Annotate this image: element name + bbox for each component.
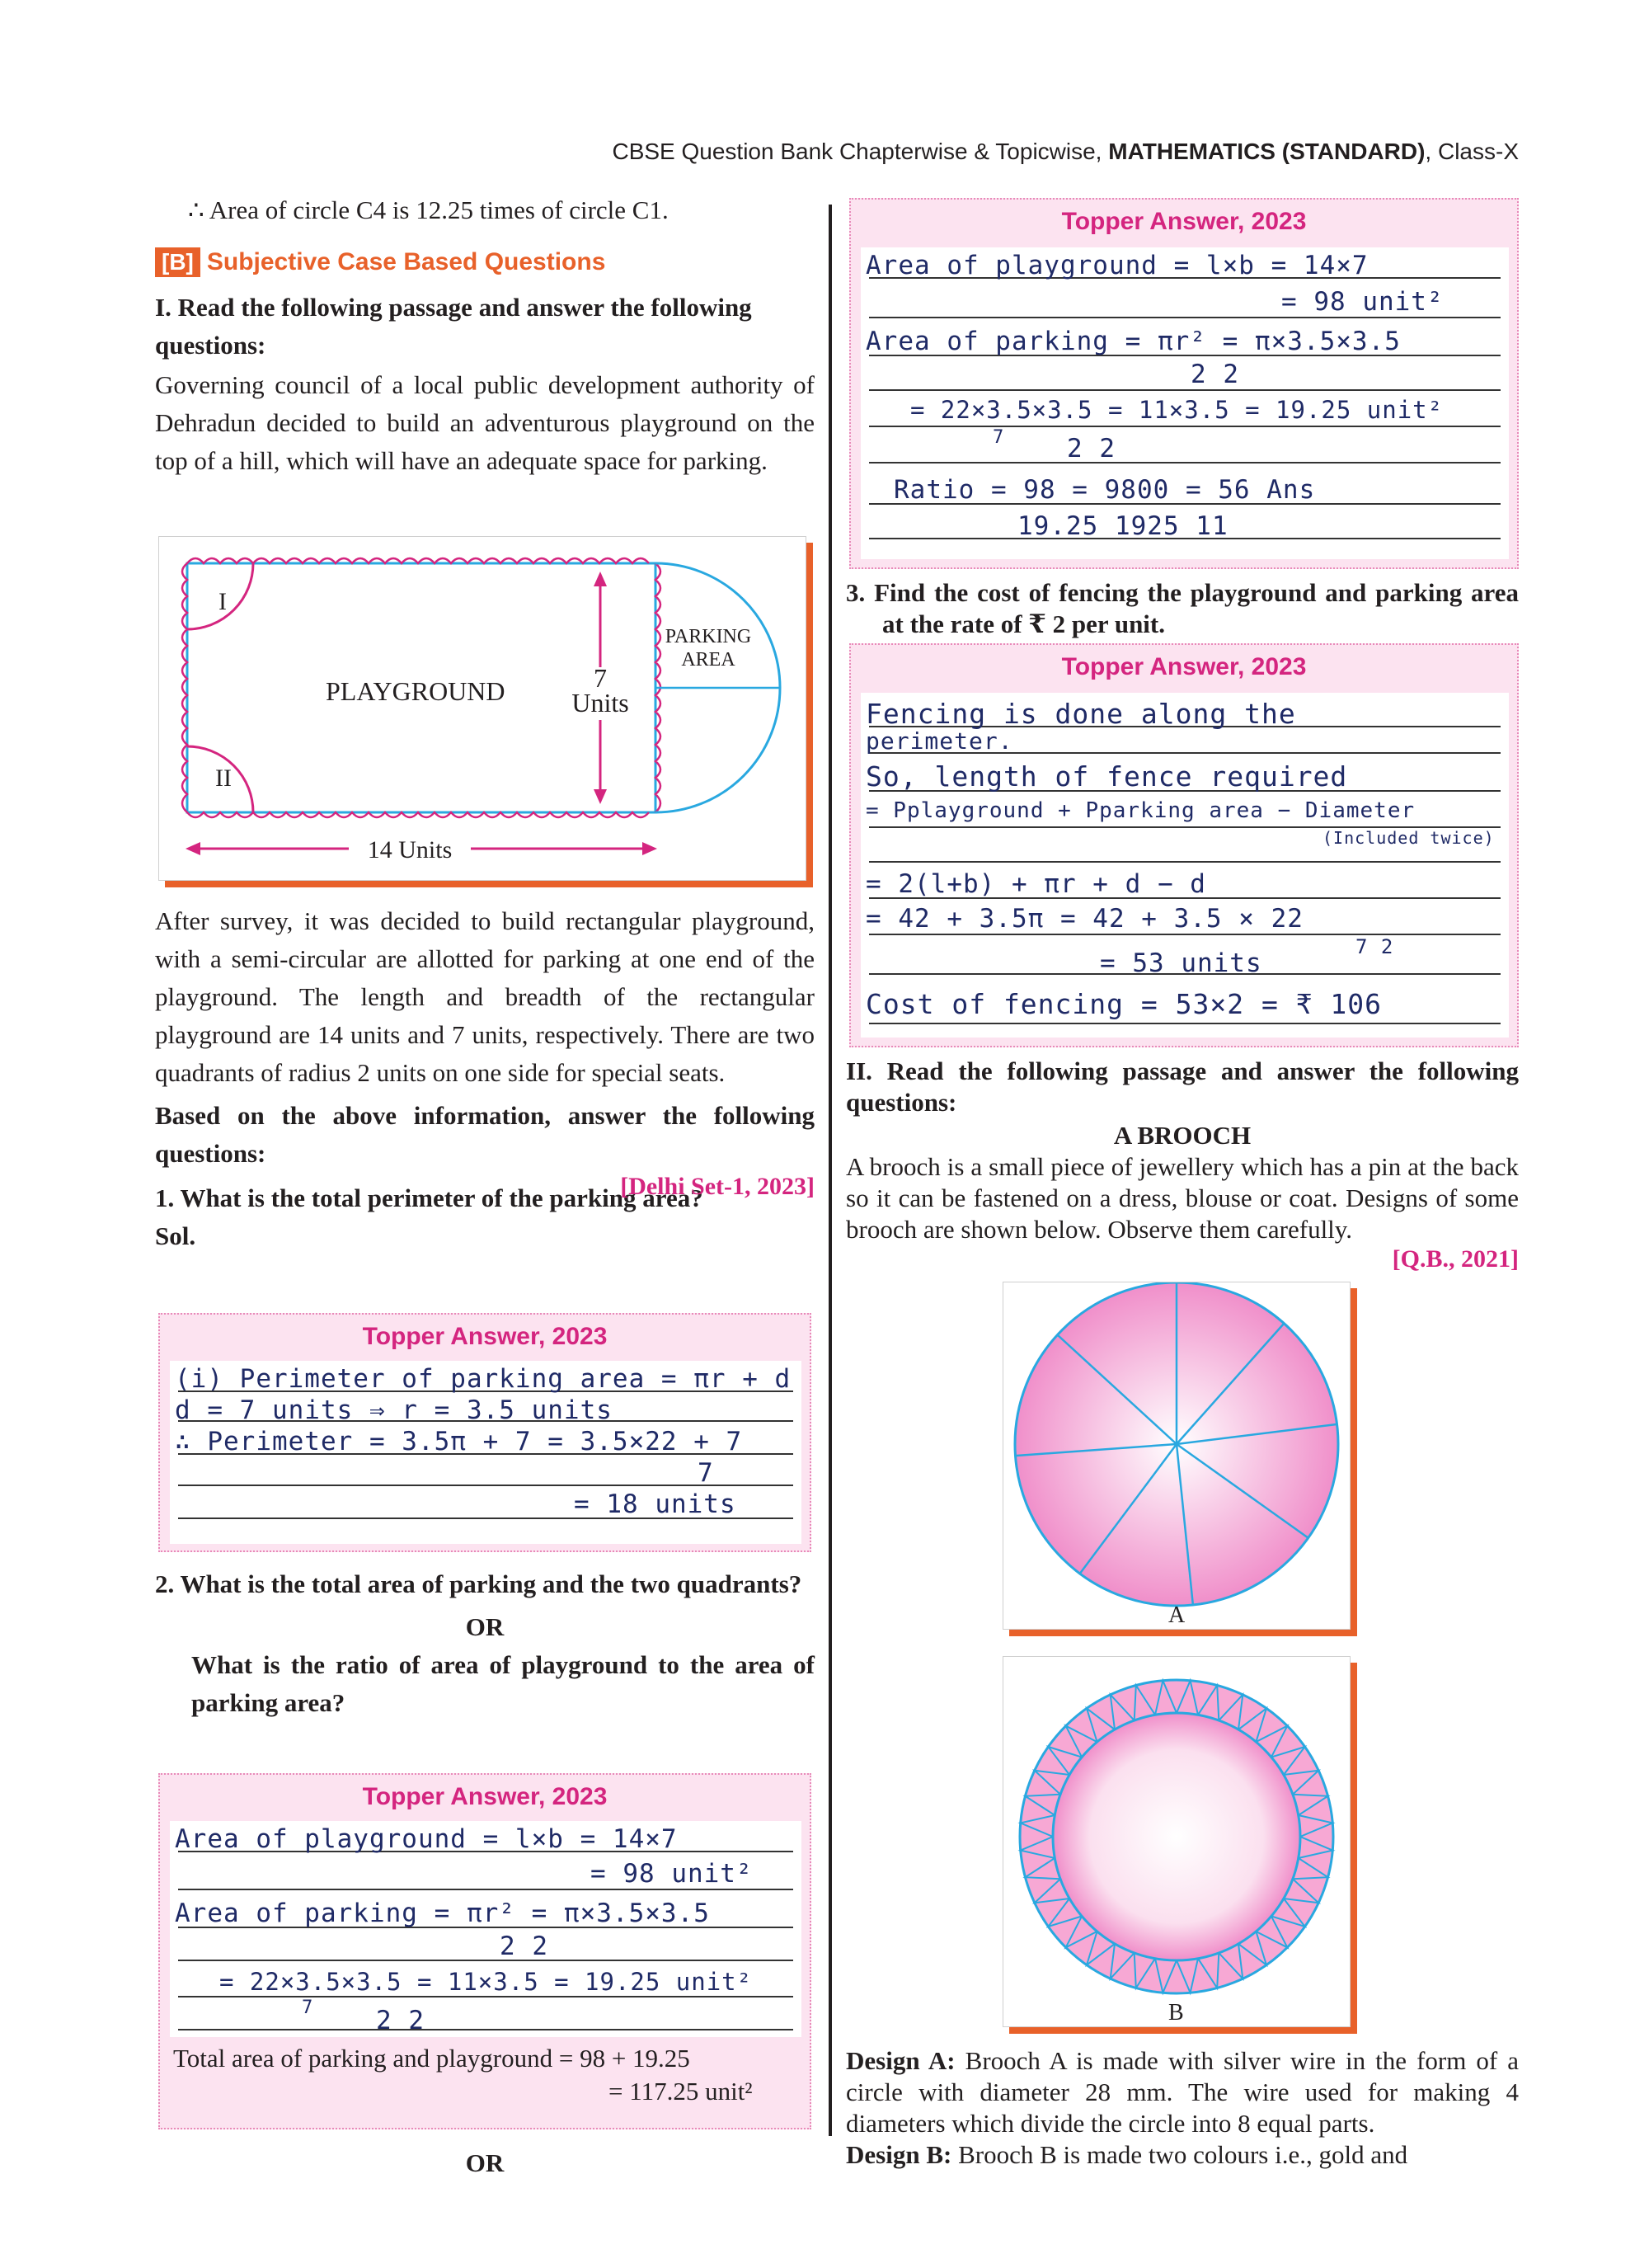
or-label: OR	[465, 1612, 505, 1641]
playground-figure	[158, 536, 806, 881]
hw-line: So, length of fence required	[866, 760, 1348, 793]
brooch-title: A BROOCH	[1113, 1121, 1252, 1150]
hw-line: 2 2	[1191, 360, 1239, 389]
hw-line: = 18 units	[574, 1489, 736, 1519]
hw-line: 7	[993, 427, 1005, 448]
rule-line	[869, 317, 1501, 318]
total-area-line1: Total area of parking and playground = 98 + 19.25	[173, 2044, 690, 2073]
hw-line: 2 2	[376, 2006, 425, 2035]
hw-line: = 98 unit²	[1281, 287, 1444, 317]
hw-line: = 22×3.5×3.5 = 11×3.5 = 19.25 unit²	[910, 396, 1444, 424]
hw-line: = 42 + 3.5π = 42 + 3.5 × 22	[866, 904, 1304, 934]
label-fourteen: 14 Units	[367, 836, 453, 863]
hw-line: 2 2	[1067, 434, 1116, 463]
label-I: I	[218, 588, 227, 615]
hw-line: 19.25 1925 11	[1017, 511, 1229, 541]
header-suffix: , Class-X	[1425, 139, 1519, 164]
hw-line: 7	[698, 1458, 714, 1488]
rule-line	[178, 1996, 793, 1997]
topper-2-handwriting	[170, 1821, 801, 2037]
hw-line: Ratio = 98 = 9800 = 56 Ans	[894, 475, 1316, 505]
label-area: AREA	[681, 649, 735, 671]
delhi-ref: [Delhi Set-1, 2023]	[620, 1173, 815, 1200]
rule-line	[869, 462, 1501, 463]
rule-line	[178, 2029, 793, 2030]
hw-line: = 53 units	[1100, 948, 1262, 978]
topper-answer-1	[158, 1313, 811, 1552]
hw-line: Area of parking = πr² = π×3.5×3.5	[175, 1899, 710, 1928]
section-tag: [B]	[155, 247, 200, 277]
hw-line: Area of playground = l×b = 14×7	[866, 251, 1369, 280]
hw-line: 2 2	[500, 1932, 548, 1961]
topper-4-title: Topper Answer, 2023	[1061, 653, 1307, 680]
rule-line	[869, 1023, 1501, 1024]
label-A: A	[1168, 1602, 1186, 1628]
label-seven: 7	[594, 663, 607, 693]
label-units: Units	[571, 688, 629, 718]
passage-survey: After survey, it was decided to build rectangular playground, with a semi-circular are allotted for parking at one end of the playground. The length and breadth of the rectangular playground are 14 units and 7 units, respectively. There are two quadrants of radius 2 units on one side for special seats.	[155, 906, 815, 1087]
running-header	[577, 139, 1519, 165]
brooch-A-card	[1003, 1282, 1351, 1630]
brooch-text: A brooch is a small piece of jewellery which has a pin at the back so it can be fastened on a dress, blouse or coat. Designs of some brooch are shown below. Observe them carefully.	[846, 1152, 1519, 1244]
left-column	[155, 191, 815, 480]
hw-line: Fencing is done along the	[866, 698, 1296, 730]
brooch-ref: [Q.B., 2021]	[1392, 1245, 1519, 1273]
hw-line: 7 2	[1355, 935, 1394, 958]
topper-3-handwriting	[861, 247, 1509, 559]
hw-line: (Included twice)	[1322, 828, 1495, 848]
question-3: 3. Find the cost of fencing the playground and parking area at the rate of ₹ 2 per unit.	[846, 578, 1519, 638]
rule-line	[869, 389, 1501, 391]
passage-intro: Governing council of a local public development authority of Dehradun decided to build an adventurous playground on the top of a hill, which will have an adequate space for parking.	[155, 370, 815, 475]
rule-line	[178, 1889, 793, 1890]
brooch-B-card	[1003, 1656, 1351, 2027]
right-column-text	[846, 1056, 1519, 1273]
hw-line: 7	[302, 1997, 314, 2018]
based-on-text	[155, 1097, 815, 1173]
arrowhead-up	[594, 572, 607, 586]
hw-line: Area of playground = l×b = 14×7	[175, 1824, 678, 1854]
question-1: 1. What is the total perimeter of the parking area?	[155, 1183, 703, 1212]
or-label-2: OR	[465, 2148, 505, 2177]
brooch-B-inner	[1053, 1713, 1300, 1960]
hw-line: = Pplayground + Pparking area − Diameter	[866, 798, 1416, 823]
hw-line: = 22×3.5×3.5 = 11×3.5 = 19.25 unit²	[219, 1968, 753, 1996]
hw-line: Area of parking = πr² = π×3.5×3.5	[866, 327, 1401, 356]
topper-answer-2	[158, 1773, 811, 2129]
rule-line	[869, 426, 1501, 427]
hw-line: perimeter.	[866, 727, 1013, 755]
design-B-label: Design B:	[846, 2140, 952, 2169]
rule-line	[178, 1960, 793, 1961]
playground-diagram	[159, 537, 806, 880]
arrowhead-left	[186, 842, 200, 855]
question-heading-2: II. Read the following passage and answer the following questions:	[846, 1056, 1519, 1117]
question-2: 2. What is the total area of parking and the two quadrants?	[155, 1569, 802, 1598]
label-II: II	[215, 765, 232, 792]
label-parking: PARKING	[665, 626, 752, 647]
question-heading: I. Read the following passage and answer the following questions:	[155, 293, 752, 360]
hw-line: = 98 unit²	[590, 1859, 753, 1889]
column-divider	[829, 205, 832, 2136]
hw-line: Cost of fencing = 53×2 = ₹ 106	[866, 988, 1383, 1020]
brooch-B-diagram	[1003, 1657, 1350, 2026]
hw-line: ∴ Perimeter = 3.5π + 7 = 3.5×22 + 7	[175, 1427, 743, 1456]
section-title: Subjective Case Based Questions	[206, 248, 606, 275]
rule-line	[869, 934, 1501, 935]
topper-3-title: Topper Answer, 2023	[1061, 208, 1307, 235]
topper-1-title: Topper Answer, 2023	[362, 1323, 608, 1350]
topper-4-handwriting	[861, 693, 1509, 1038]
design-A-label: Design A:	[846, 2046, 956, 2075]
question-2b: What is the ratio of area of playground to the area of parking area?	[191, 1650, 815, 1717]
brooch-A-diagram	[1003, 1282, 1350, 1629]
arrowhead-right	[642, 842, 657, 855]
topper-answer-4	[849, 643, 1519, 1047]
label-playground: PLAYGROUND	[326, 676, 505, 706]
arrowhead-down	[594, 789, 607, 804]
design-A	[846, 2045, 1519, 2139]
topper-answer-3	[849, 198, 1519, 569]
section-heading	[155, 247, 815, 277]
intro-line: ∴ Area of circle C4 is 12.25 times of circle C1.	[188, 195, 669, 224]
rule-line	[869, 861, 1501, 863]
left-column-3	[155, 1565, 815, 1722]
design-B-text: Brooch B is made two colours i.e., gold and	[951, 2140, 1408, 2169]
hw-line: d = 7 units ⇒ r = 3.5 units	[175, 1395, 613, 1425]
header-prefix: CBSE Question Bank Chapterwise & Topicwise,	[612, 139, 1109, 164]
label-B: B	[1168, 2000, 1184, 2026]
topper-1-handwriting	[170, 1361, 801, 1544]
based-on: Based on the above information, answer the following questions:	[155, 1101, 815, 1168]
left-column-2	[155, 902, 815, 1255]
topper-2-title: Topper Answer, 2023	[362, 1783, 608, 1810]
total-area-line2: = 117.25 unit²	[608, 2077, 753, 2106]
hw-line: (i) Perimeter of parking area = πr + d	[175, 1364, 792, 1394]
design-A-text: Brooch A is made with silver wire in the form of a circle with diameter 28 mm. The wire used for making 4 diameters which divide the circle into 8 equal parts.	[846, 2046, 1519, 2138]
header-subject: MATHEMATICS (STANDARD)	[1108, 139, 1426, 164]
hw-line: = 2(l+b) + πr + d − d	[866, 869, 1206, 899]
design-B	[846, 2139, 1519, 2171]
design-text	[846, 2045, 1519, 2171]
sol-label: Sol.	[155, 1221, 196, 1250]
